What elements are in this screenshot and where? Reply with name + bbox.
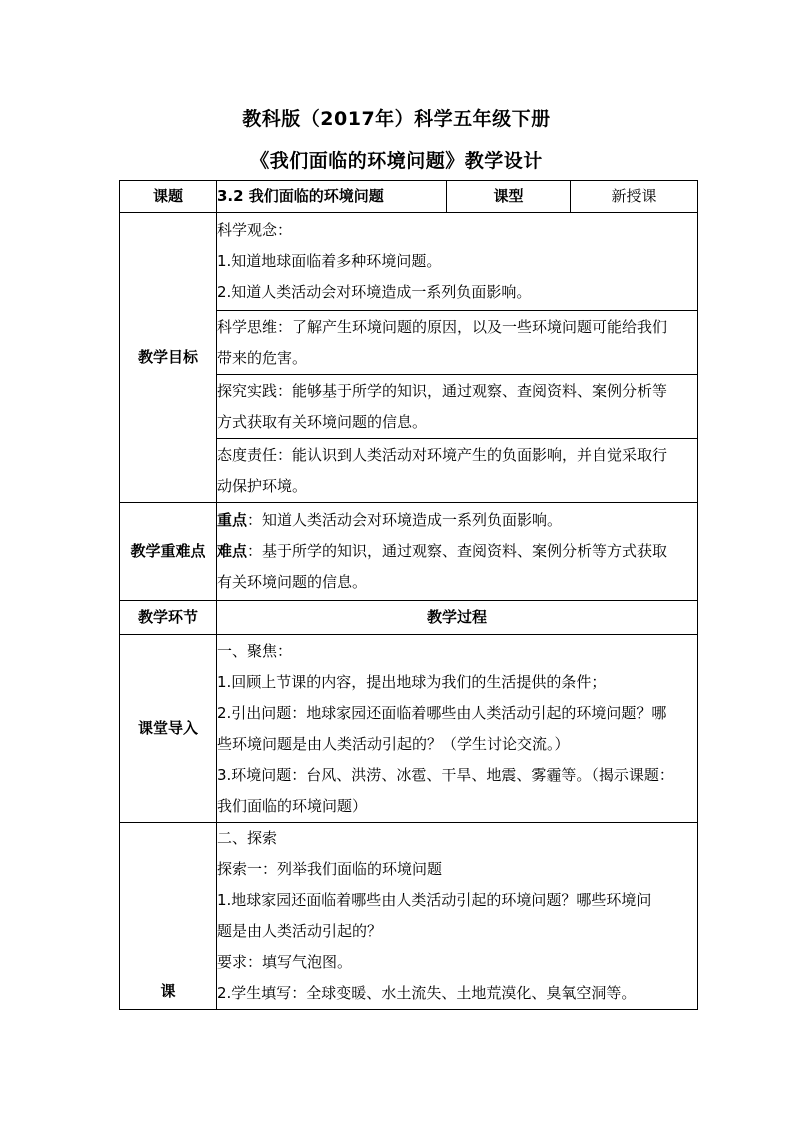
stage-label: 教学环节	[120, 601, 217, 635]
goals-concept-line: 科学观念：	[217, 221, 293, 239]
intro-line: 一、聚焦：	[217, 641, 293, 660]
keypoints-label: 教学重难点	[120, 503, 217, 601]
goals-label: 教学目标	[120, 213, 217, 503]
difficult-line	[217, 536, 697, 567]
intro-label: 课堂导入	[120, 635, 217, 823]
goals-thinking-line: 科学思维：了解产生环境问题的原因，以及一些环境问题可能给我们	[217, 317, 668, 336]
intro-line: 3.环境问题：台风、洪涝、冰雹、干旱、地震、雾霾等。（揭示课题：	[217, 765, 674, 784]
goals-practice-line: 方式获取有关环境问题的信息。	[217, 412, 428, 431]
intro-line: 些环境问题是由人类活动引起的？（学生讨论交流。）	[217, 734, 570, 753]
explore-row	[120, 823, 698, 1010]
goals-attitude	[217, 439, 698, 503]
goals-concept	[217, 213, 698, 311]
document-title: 教科版（2017年）科学五年级下册	[242, 108, 551, 130]
explore-content	[217, 823, 698, 1010]
intro-line: 1.回顾上节课的内容，提出地球为我们的生活提供的条件；	[217, 672, 607, 691]
lesson-plan-table	[119, 180, 698, 1010]
document-subtitle: 《我们面临的环境问题》教学设计	[250, 150, 543, 172]
goals-attitude-line: 动保护环境。	[217, 476, 308, 495]
explore-line: 题是由人类活动引起的？	[217, 922, 383, 940]
topic-label: 课题	[120, 181, 217, 213]
explore-line: 1.地球家园还面临着哪些由人类活动引起的环境问题？哪些环境问	[217, 891, 652, 909]
key-label: 重点	[217, 511, 248, 529]
goals-practice-line: 探究实践：能够基于所学的知识，通过观察、查阅资料、案例分析等	[217, 381, 668, 400]
goals-concept-line: 2.知道人类活动会对环境造成一系列负面影响。	[217, 283, 532, 301]
keypoints-content	[217, 503, 698, 601]
difficult-label: 难点	[217, 542, 248, 560]
keypoint-line	[217, 505, 697, 536]
process-header-row	[120, 601, 698, 635]
process-label: 教学过程	[217, 601, 698, 635]
goals-thinking-line: 带来的危害。	[217, 348, 308, 367]
difficult-text: ：基于所学的知识，通过观察、查阅资料、案例分析等方式获取	[247, 542, 668, 560]
topic-value: 3.2 我们面临的环境问题	[217, 181, 447, 213]
intro-row	[120, 635, 698, 823]
goals-attitude-line: 态度责任：能认识到人类活动对环境产生的负面影响，并自觉采取行	[217, 445, 668, 464]
explore-line: 二、探索	[217, 829, 278, 847]
explore-label: 课	[120, 823, 217, 1010]
goals-thinking	[217, 311, 698, 375]
intro-line: 我们面临的环境问题）	[217, 796, 368, 815]
key-text: ：知道人类活动会对环境造成一系列负面影响。	[247, 511, 563, 529]
topic-row	[120, 181, 698, 213]
explore-line: 要求：填写气泡图。	[217, 953, 353, 971]
intro-content	[217, 635, 698, 823]
goals-concept-row	[120, 213, 698, 311]
explore-line: 探索一：列举我们面临的环境问题	[217, 860, 443, 878]
goals-practice	[217, 375, 698, 439]
difficult-line-2: 有关环境问题的信息。	[217, 573, 368, 591]
goals-concept-line: 1.知道地球面临着多种环境问题。	[217, 252, 442, 270]
explore-line: 2.学生填写：全球变暖、水土流失、土地荒漠化、臭氧空洞等。	[217, 984, 637, 1002]
keypoints-row	[120, 503, 698, 601]
type-label: 课型	[447, 181, 571, 213]
type-value: 新授课	[571, 181, 698, 213]
intro-line: 2.引出问题：地球家园还面临着哪些由人类活动引起的环境问题？哪	[217, 703, 667, 722]
